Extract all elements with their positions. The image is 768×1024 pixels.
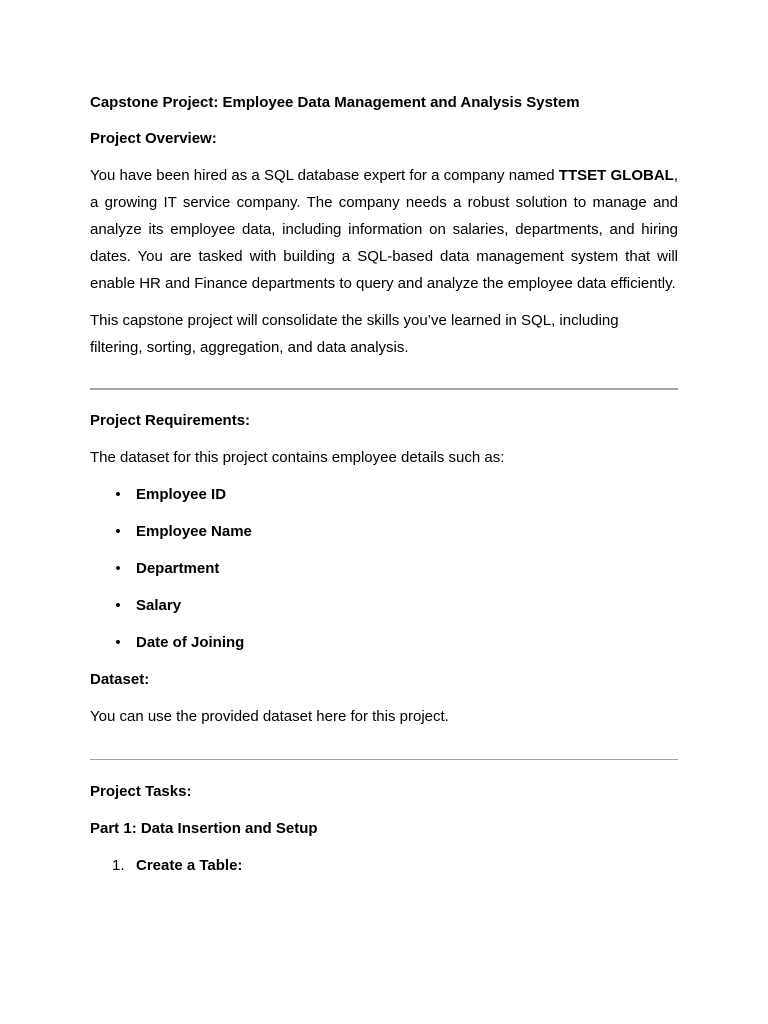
list-item-label: Employee ID xyxy=(136,486,227,503)
part1-heading: Part 1: Data Insertion and Setup xyxy=(90,820,318,837)
overview-p1-after: , a growing IT service company. The company needs a robust solution to manage and analyze its employee data, including information on salaries, departments, and hiring dates. You are tasked with building a SQL-based data management system that will enable HR and Finance departments to query and analyze the employee data efficiently. xyxy=(90,167,678,292)
list-item-label: Salary xyxy=(136,597,182,614)
overview-paragraph-2 xyxy=(90,307,678,361)
task-label: Create a Table: xyxy=(136,857,243,874)
section-divider-1 xyxy=(90,388,678,390)
overview-p2-line-2: filtering, sorting, aggregation, and data analysis. xyxy=(90,339,409,356)
overview-heading: Project Overview: xyxy=(90,130,217,147)
overview-p1-before: You have been hired as a SQL database expert for a company named xyxy=(90,167,559,184)
bullet-icon: • xyxy=(115,486,121,503)
task-number: 1. xyxy=(112,857,125,874)
bullet-icon: • xyxy=(115,560,121,577)
requirements-heading: Project Requirements: xyxy=(90,412,251,429)
list-item-label: Employee Name xyxy=(136,523,252,540)
bullet-icon: • xyxy=(115,634,121,651)
section-divider-2 xyxy=(90,759,678,760)
list-item-label: Department xyxy=(136,560,220,577)
bullet-icon: • xyxy=(115,597,121,614)
overview-p2-line-1: This capstone project will consolidate the skills you’ve learned in SQL, including xyxy=(90,312,619,329)
dataset-text: You can use the provided dataset here for this project. xyxy=(90,708,449,725)
dataset-heading: Dataset: xyxy=(90,671,150,688)
list-item-label: Date of Joining xyxy=(136,634,245,651)
overview-paragraph-1 xyxy=(90,162,678,297)
requirements-intro: The dataset for this project contains employee details such as: xyxy=(90,449,505,466)
company-name: TTSET GLOBAL xyxy=(558,167,674,184)
tasks-heading: Project Tasks: xyxy=(90,783,192,800)
document-title: Capstone Project: Employee Data Management and Analysis System xyxy=(90,94,580,111)
bullet-icon: • xyxy=(115,523,121,540)
